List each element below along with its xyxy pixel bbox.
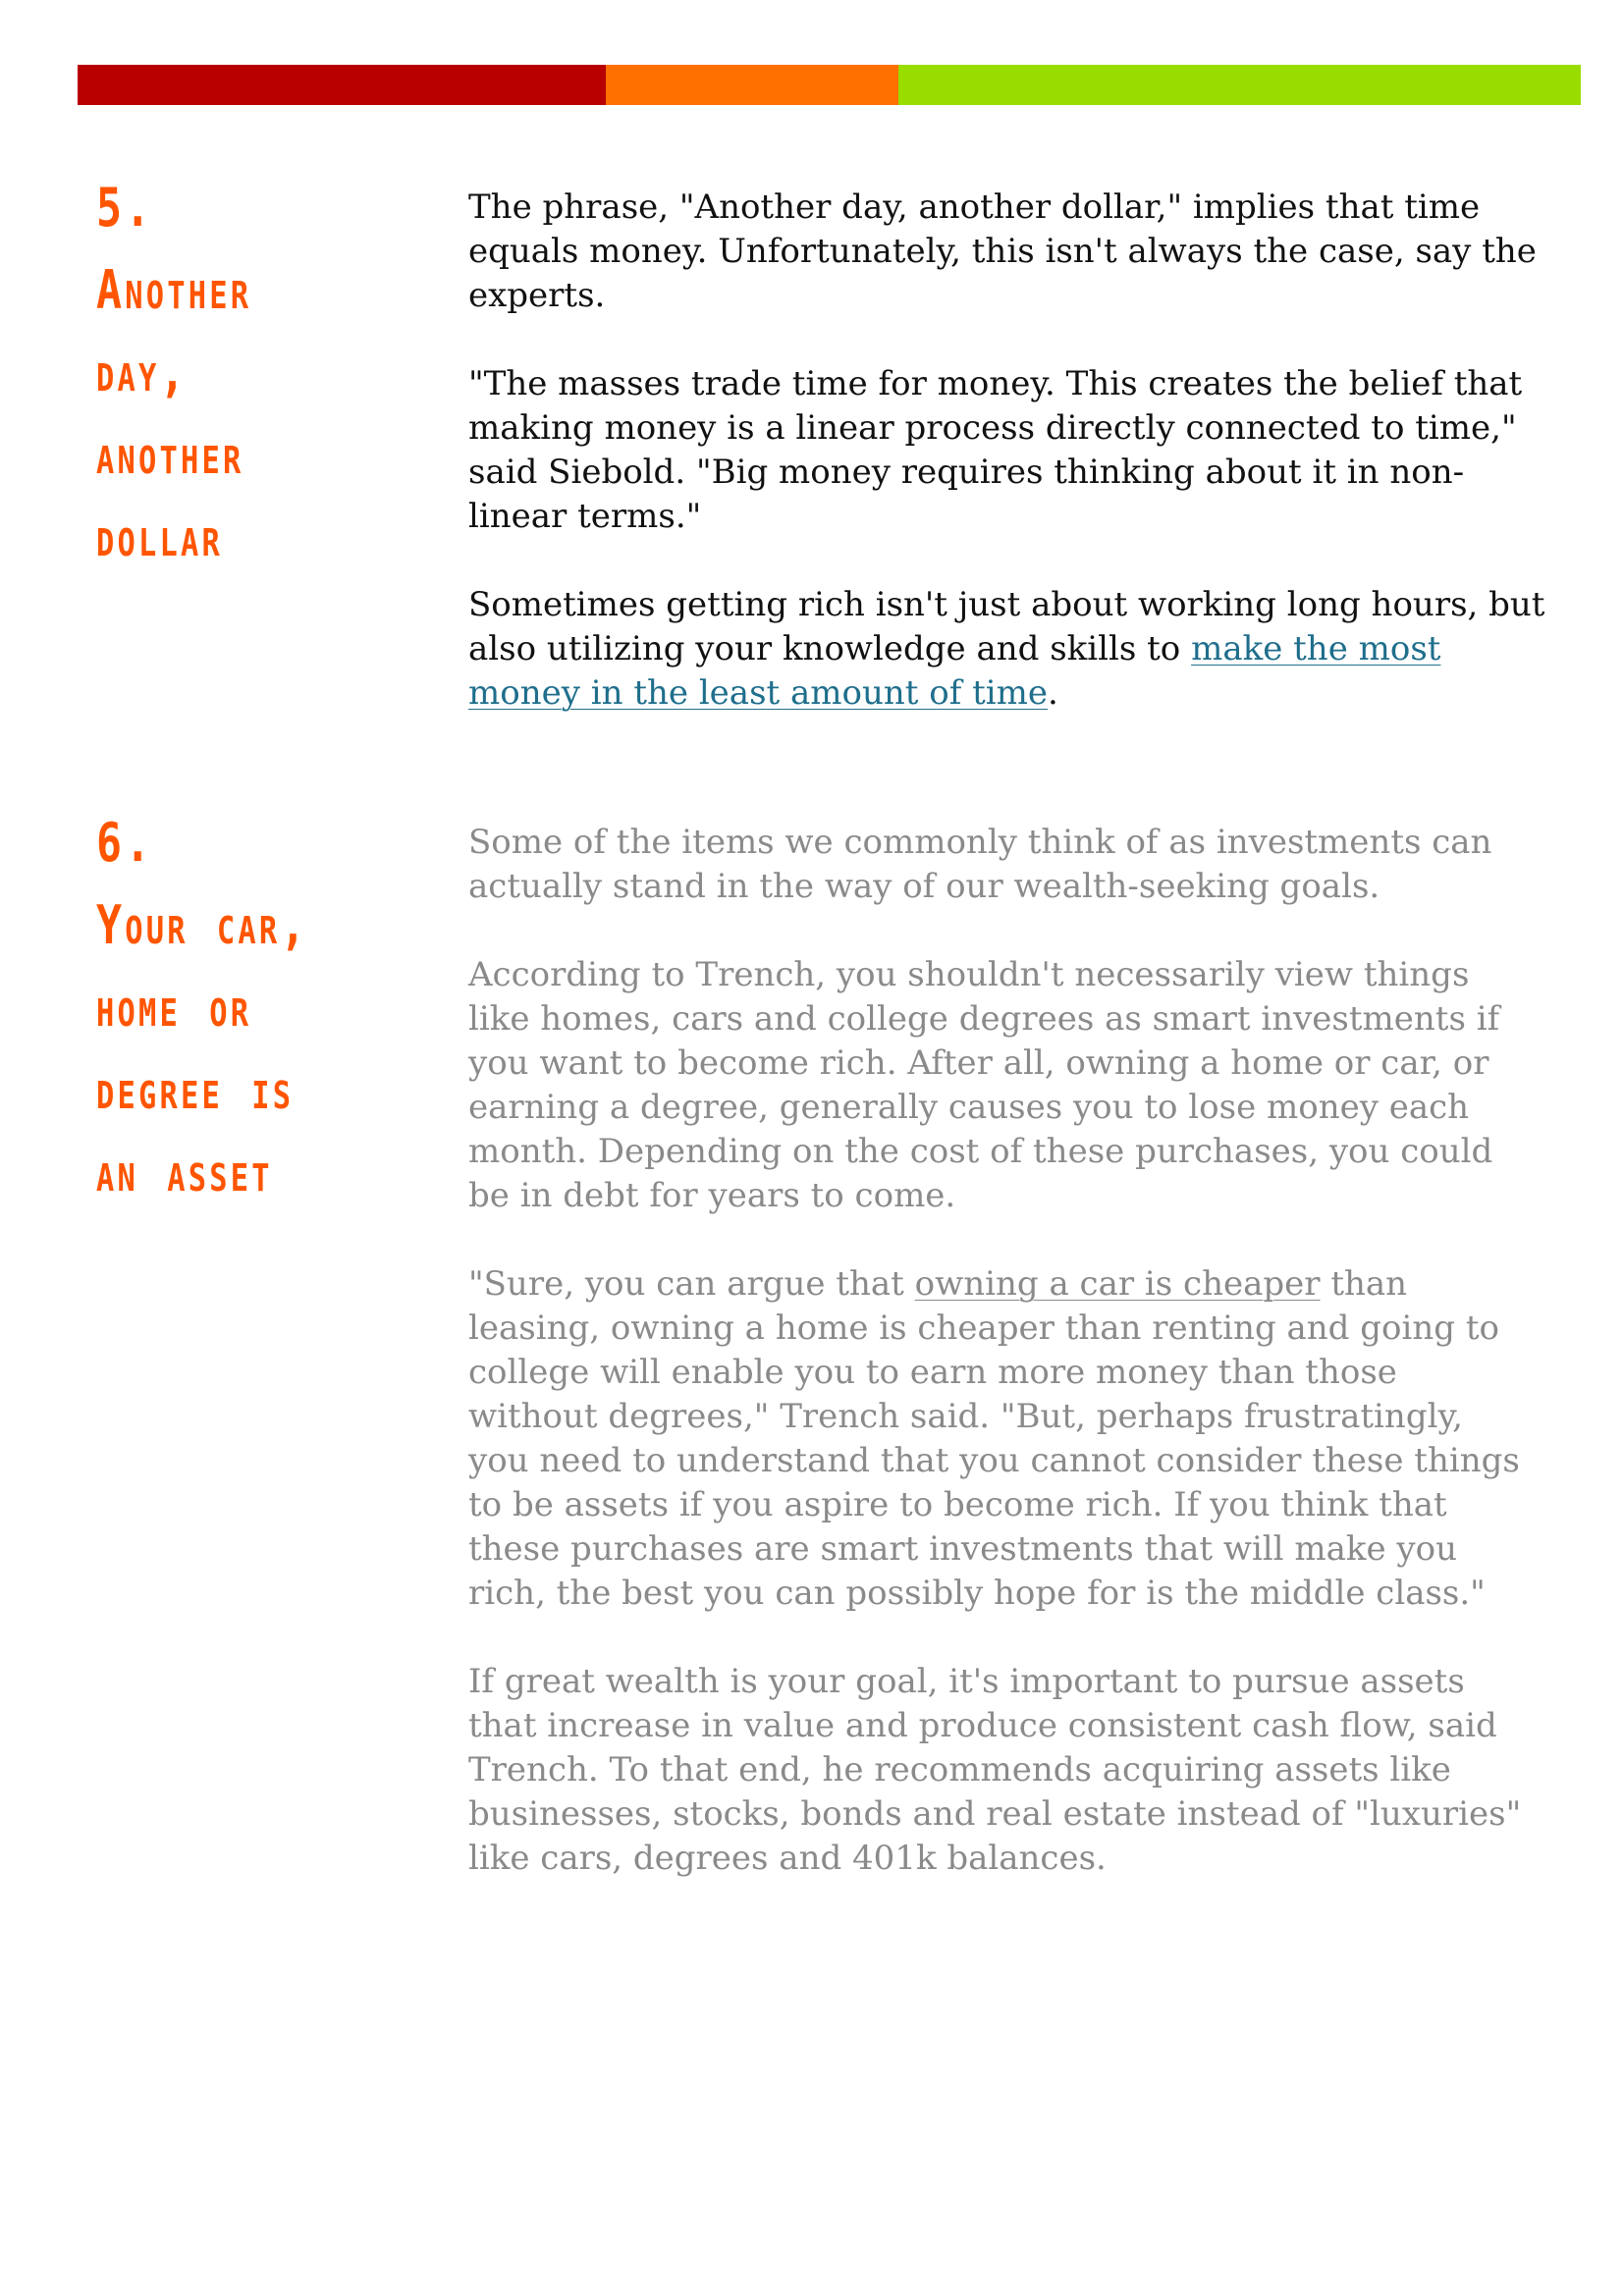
text-line: earning a degree, generally causes you to lose money each <box>468 1088 1470 1127</box>
car-cheaper-link[interactable]: owning a car is cheaper <box>914 1264 1321 1304</box>
text-line: be in debt for years to come. <box>468 1176 956 1215</box>
heading-line: day, <box>96 342 189 403</box>
section-6-body <box>468 821 1568 1925</box>
text-line: equals money. Unfortunately, this isn't always the case, say the <box>468 232 1537 271</box>
text-line: without degrees," Trench said. "But, perhaps frustratingly, <box>468 1397 1463 1436</box>
text-line: If great wealth is your goal, it's important to pursue assets <box>468 1662 1465 1701</box>
text-line: month. Depending on the cost of these purchases, you could <box>468 1132 1493 1171</box>
text-line: linear terms." <box>468 497 702 536</box>
text-line: businesses, stocks, bonds and real estate instead of "luxuries" <box>468 1794 1522 1834</box>
heading-line: home or <box>96 977 252 1039</box>
text-line: said Siebold. "Big money requires thinking about it in non- <box>468 453 1465 492</box>
paragraph <box>468 583 1568 716</box>
text-line: leasing, owning a home is cheaper than renting and going to <box>468 1308 1499 1348</box>
text-line: to be assets if you aspire to become rich. If you think that <box>468 1485 1447 1524</box>
section-5-heading <box>96 167 332 579</box>
section-5-body <box>468 186 1568 760</box>
text-line: actually stand in the way of our wealth-seeking goals. <box>468 867 1380 906</box>
text-fragment: also utilizing your knowledge and skills to <box>468 629 1192 668</box>
paragraph <box>468 362 1568 539</box>
text-line: Trench. To that end, he recommends acquiring assets like <box>468 1750 1451 1789</box>
text-line <box>468 627 1568 671</box>
top-color-bar <box>78 65 1581 105</box>
paragraph <box>468 1660 1568 1881</box>
text-line: like cars, degrees and 401k balances. <box>468 1839 1107 1878</box>
text-line <box>468 1262 1568 1307</box>
heading-line: another <box>96 424 244 486</box>
text-line: you need to understand that you cannot consider these things <box>468 1441 1520 1480</box>
heading-line: Your car, <box>96 894 309 956</box>
text-line: Some of the items we commonly think of as investments can <box>468 823 1492 862</box>
text-line: like homes, cars and college degrees as smart investments if <box>468 999 1500 1039</box>
heading-line: an asset <box>96 1142 273 1203</box>
text-line: experts. <box>468 276 606 315</box>
text-line <box>468 671 1568 716</box>
color-bar-green-segment <box>898 65 1581 105</box>
heading-line: 6. <box>96 812 154 874</box>
heading-line: Another <box>96 259 252 321</box>
text-line: that increase in value and produce consistent cash flow, said <box>468 1706 1497 1745</box>
text-fragment: than <box>1320 1264 1408 1304</box>
time-money-link-continued[interactable]: money in the least amount of time <box>468 673 1049 713</box>
text-line: college will enable you to earn more money than those <box>468 1353 1397 1392</box>
text-line: Sometimes getting rich isn't just about working long hours, but <box>468 585 1545 624</box>
text-line: According to Trench, you shouldn't necessarily view things <box>468 955 1470 994</box>
paragraph <box>468 821 1568 909</box>
text-line: The phrase, "Another day, another dollar," implies that time <box>468 187 1481 227</box>
heading-line: 5. <box>96 177 154 239</box>
time-money-link[interactable]: make the most <box>1191 629 1441 668</box>
text-fragment: "Sure, you can argue that <box>468 1264 915 1304</box>
color-bar-red-segment <box>78 65 606 105</box>
text-line: "The masses trade time for money. This creates the belief that <box>468 364 1523 403</box>
text-line: rich, the best you can possibly hope for is the middle class." <box>468 1574 1486 1613</box>
text-line: you want to become rich. After all, owning a home or car, or <box>468 1043 1489 1083</box>
text-line: these purchases are smart investments that will make you <box>468 1529 1457 1569</box>
text-fragment: . <box>1048 673 1058 713</box>
paragraph <box>468 186 1568 318</box>
section-6-heading <box>96 802 332 1214</box>
paragraph <box>468 953 1568 1218</box>
heading-line: degree is <box>96 1059 295 1121</box>
paragraph <box>468 1262 1568 1616</box>
color-bar-orange-segment <box>606 65 898 105</box>
text-line: making money is a linear process directly connected to time," <box>468 408 1517 448</box>
heading-line: dollar <box>96 507 224 568</box>
